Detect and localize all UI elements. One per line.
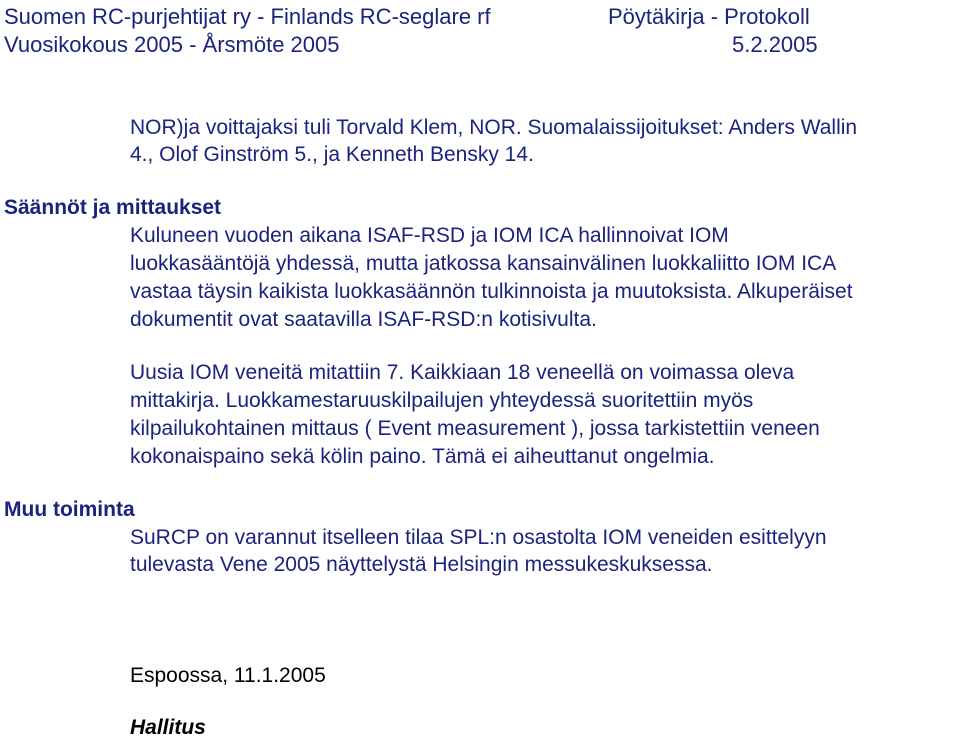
rules-paragraph-line: vastaa täysin kaikista luokkasäännön tulkinnoista ja muutoksista. Alkuperäiset — [130, 280, 853, 303]
other-paragraph-line: tulevasta Vene 2005 näyttelystä Helsingin messukeskuksessa. — [130, 553, 713, 576]
rules-paragraph-line: dokumentit ovat saatavilla ISAF-RSD:n kotisivulta. — [130, 308, 597, 331]
section-heading-other: Muu toiminta — [4, 498, 135, 521]
intro-line: NOR)ja voittajaksi tuli Torvald Klem, NOR. Suomalaissijoitukset: Anders Wallin — [130, 116, 858, 139]
measurement-paragraph-line: kilpailukohtainen mittaus ( Event measurement ), jossa tarkistettiin veneen — [130, 417, 820, 440]
rules-paragraph-line: luokkasääntöjä yhdessä, mutta jatkossa kansainvälinen luokkaliitto IOM ICA — [130, 252, 837, 275]
measurement-paragraph-line: Uusia IOM veneitä mitattiin 7. Kaikkiaan 18 veneellä on voimassa oleva — [130, 361, 795, 384]
header-document-type: Pöytäkirja - Protokoll — [608, 4, 810, 29]
intro-line: 4., Olof Ginström 5., ja Kenneth Bensky 14. — [130, 143, 534, 166]
signature-signer: Hallitus — [130, 716, 206, 739]
measurement-paragraph-line: mittakirja. Luokkamestaruuskilpailujen yhteydessä suoritettiin myös — [130, 389, 754, 412]
header-organization: Suomen RC-purjehtijat ry - Finlands RC-seglare rf — [4, 4, 491, 29]
header-date: 5.2.2005 — [732, 32, 818, 57]
measurement-paragraph-line: kokonaispaino sekä kölin paino. Tämä ei aiheuttanut ongelmia. — [130, 445, 715, 468]
header-meeting: Vuosikokous 2005 - Årsmöte 2005 — [4, 32, 340, 57]
rules-paragraph-line: Kuluneen vuoden aikana ISAF-RSD ja IOM ICA hallinnoivat IOM — [130, 224, 729, 247]
signature-place-date: Espoossa, 11.1.2005 — [130, 664, 326, 687]
other-paragraph-line: SuRCP on varannut itselleen tilaa SPL:n osastolta IOM veneiden esittelyyn — [130, 526, 827, 549]
section-heading-rules: Säännöt ja mittaukset — [4, 196, 222, 219]
